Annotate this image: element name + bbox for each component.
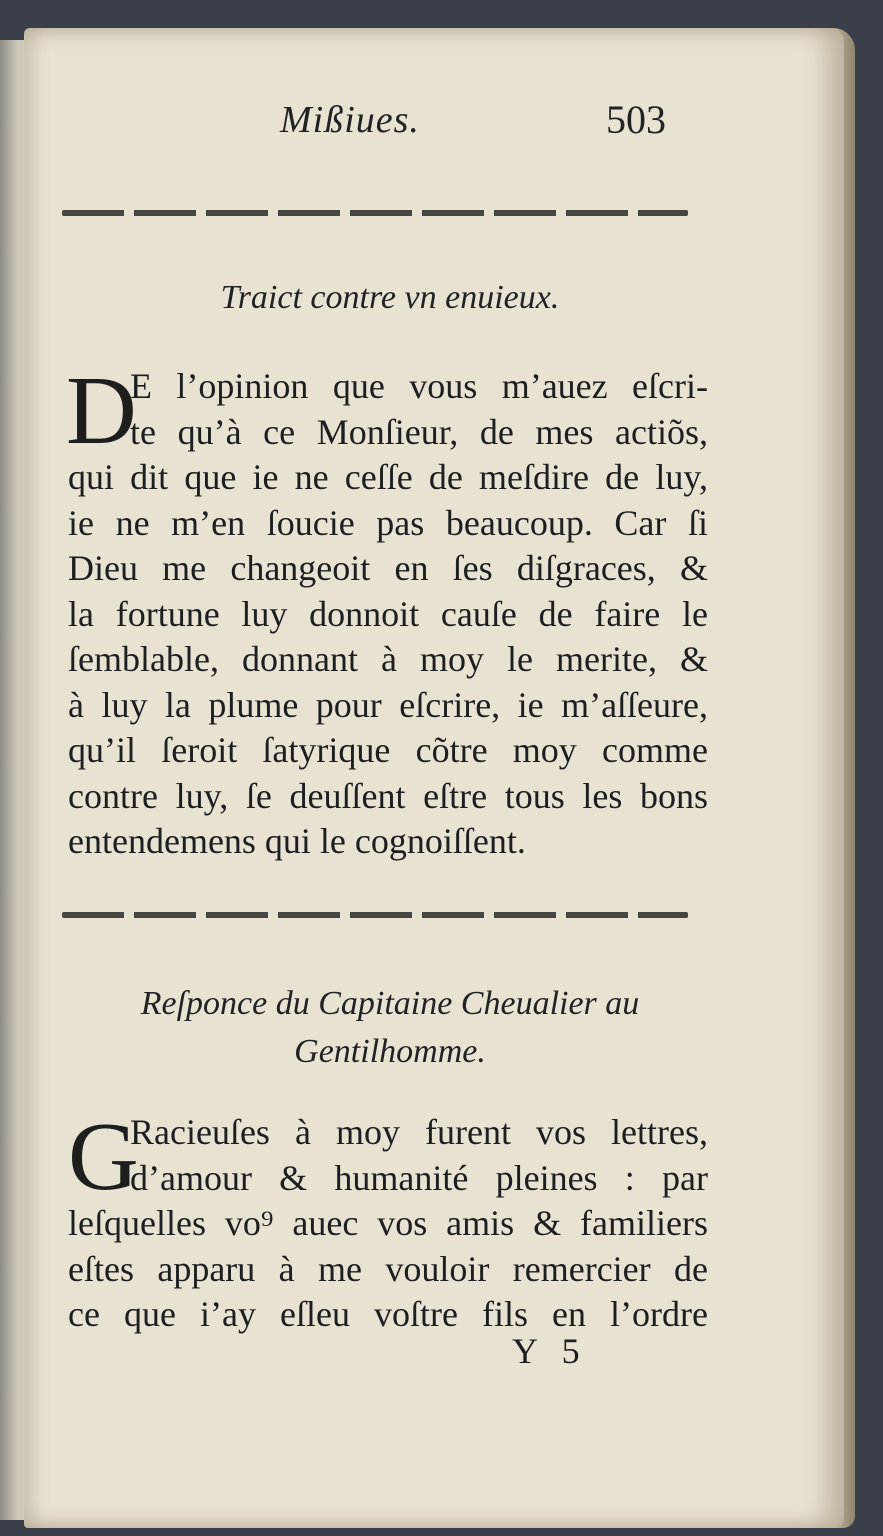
signature-mark: Y 5 [512, 1331, 588, 1371]
letter-body-traict [66, 357, 708, 865]
text-line: qu’il ſeroit ſatyrique cõtre moy comme [68, 730, 708, 770]
text-line: Racieuſes à moy furent vos lettres, [130, 1112, 708, 1152]
text-line: Dieu me changeoit en ſes diſgraces, & [68, 548, 708, 588]
letter-body-responce [68, 1103, 708, 1338]
section-title-responce [80, 980, 700, 1076]
text-line: d’amour & humanité pleines : par [130, 1157, 708, 1198]
text-line: à luy la plume pour eſcrire, ie m’aſſeure, [68, 684, 708, 725]
section-title-traict: Traict contre vn enuieux. [220, 279, 560, 316]
text-line: ſemblable, donnant à moy le merite, & [68, 639, 708, 679]
running-title: Mißiues. [280, 99, 420, 141]
ornamental-rule-top [62, 210, 688, 216]
text-line: ie ne m’en ſoucie pas beaucoup. Car ſi [68, 502, 708, 543]
text-line: qui dit que ie ne ceſſe de meſdire de luy, [68, 457, 708, 497]
drop-capital-d: D [66, 357, 137, 465]
drop-capital-g: G [68, 1103, 139, 1211]
text-line: contre luy, ſe deuſſent eſtre tous les bons [68, 775, 708, 816]
section-title-line: Gentilhomme. [294, 1033, 486, 1070]
text-line: leſquelles vo⁹ auec vos amis & familiers [68, 1203, 708, 1243]
ornamental-rule-middle [62, 912, 688, 918]
text-line: entendemens qui le cognoiſſent. [68, 821, 526, 861]
text-line: la fortune luy donnoit cauſe de faire le [68, 593, 708, 634]
text-line: E l’opinion que vous m’auez eſcri- [130, 366, 708, 406]
text-line: eſtes apparu à me vouloir remercier de [68, 1248, 708, 1289]
section-title-line: Reſponce du Capitaine Cheualier au [140, 985, 640, 1022]
text-line: ce que i’ay eſleu voſtre fils en l’ordre [68, 1294, 708, 1334]
page-number: 503 [606, 97, 666, 142]
text-line: te qu’à ce Monſieur, de mes actiõs, [130, 411, 708, 452]
